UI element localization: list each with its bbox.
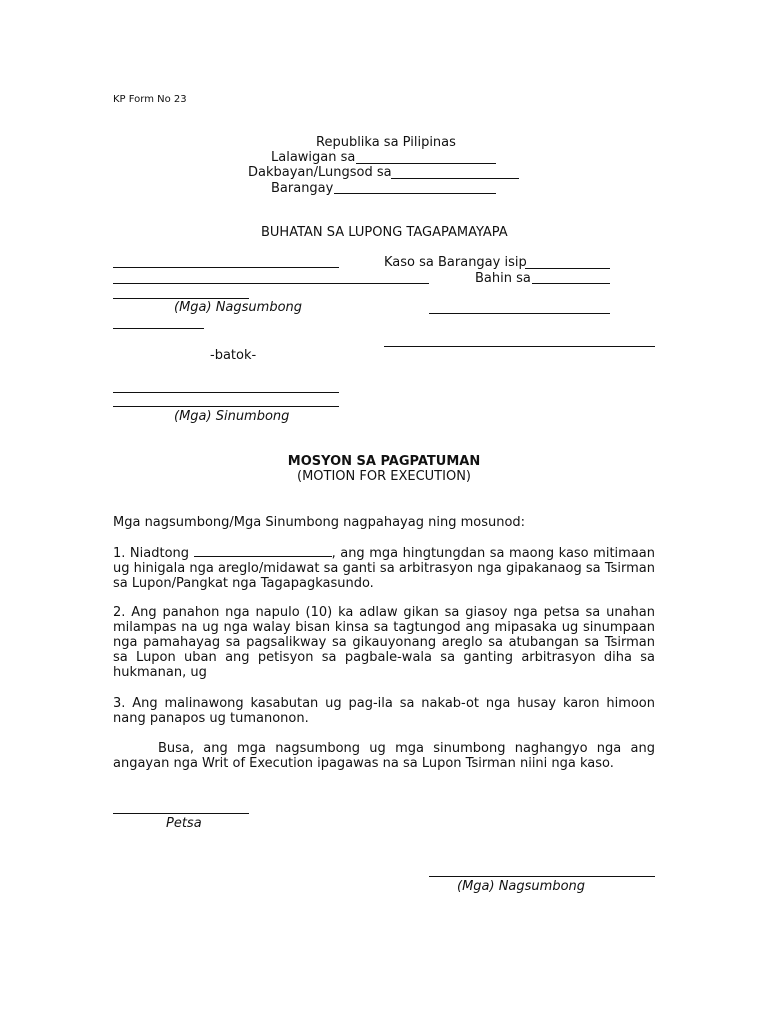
paragraph-2: 2. Ang panahon nga napulo (10) ka adlaw gikan sa giasoy nga petsa sa unahan milampas na ug nga walay bisan kinsa sa tagtungod ang mipasaka ug sinumpaan nga pamahayag sa pagsalikway sa gikauyonang areglo sa atubangan sa Tsirman sa Lupon uban ang petisyon sa pagbale-wala sa ganting arbitrasyon diha sa hukmanan, ug (113, 605, 655, 680)
paragraph-3: 3. Ang malinawong kasabutan ug pag-ila sa nakab-ot nga husay karon himoon nang panapos ug tumanonon. (113, 696, 655, 726)
subject-line-3[interactable] (384, 346, 655, 347)
paragraph-1 (113, 545, 655, 591)
province-label: Lalawigan sa (271, 150, 356, 165)
complainant-line-1[interactable] (113, 267, 339, 268)
date-label: Petsa (166, 816, 202, 831)
versus-label: -batok- (210, 348, 257, 363)
motion-subtitle: (MOTION FOR EXECUTION) (297, 469, 471, 484)
complainant-line-3[interactable] (113, 298, 249, 299)
respondents-caption-label: (Mga) Sinumbong (174, 409, 290, 424)
paragraph-4: Busa, ang mga nagsumbong ug mga sinumbong naghangyo nga ang angayan nga Writ of Execution ipagawas na sa Lupon Tsirman niini nga kaso. (113, 741, 655, 771)
intro-paragraph: Mga nagsumbong/Mga Sinumbong nagpahayag ning mosunod: (113, 515, 526, 530)
case-number-field[interactable] (525, 268, 610, 269)
case-number-label: Kaso sa Barangay isip (384, 255, 527, 270)
office-heading: BUHATAN SA LUPONG TAGAPAMAYAPA (261, 225, 508, 240)
subject-label: Bahin sa (475, 271, 531, 286)
paragraph-1-text: , ang mga hingtungdan sa maong kaso mitimaan ug hinigala nga areglo/midawat sa ganti sa arbitrasyon nga gipakanaog sa Tsirman sa Lupon/Pangkat nga Tagapagkasundo. (113, 546, 655, 591)
complainants-caption-label: (Mga) Nagsumbong (174, 300, 303, 315)
paragraph-1-prefix: 1. Niadtong (113, 546, 190, 561)
motion-title: MOSYON SA PAGPATUMAN (287, 454, 481, 469)
respondent-line-1[interactable] (113, 392, 339, 393)
complainant-signature-label: (Mga) Nagsumbong (457, 879, 586, 894)
complainant-signature-line[interactable] (429, 876, 655, 877)
barangay-label: Barangay (271, 181, 334, 196)
subject-field[interactable] (532, 283, 610, 284)
paragraph-1-date-blank[interactable] (194, 545, 332, 557)
province-field[interactable] (356, 163, 496, 164)
city-field[interactable] (391, 178, 519, 179)
city-label: Dakbayan/Lungsod sa (248, 165, 392, 180)
respondent-line-2[interactable] (113, 406, 339, 407)
republic-heading: Republika sa Pilipinas (316, 135, 456, 150)
complainant-line-4[interactable] (113, 328, 204, 329)
form-number: KP Form No 23 (113, 94, 187, 105)
barangay-field[interactable] (334, 193, 496, 194)
subject-line-2[interactable] (429, 313, 610, 314)
complainant-line-2[interactable] (113, 283, 429, 284)
date-signature-line[interactable] (113, 813, 249, 814)
